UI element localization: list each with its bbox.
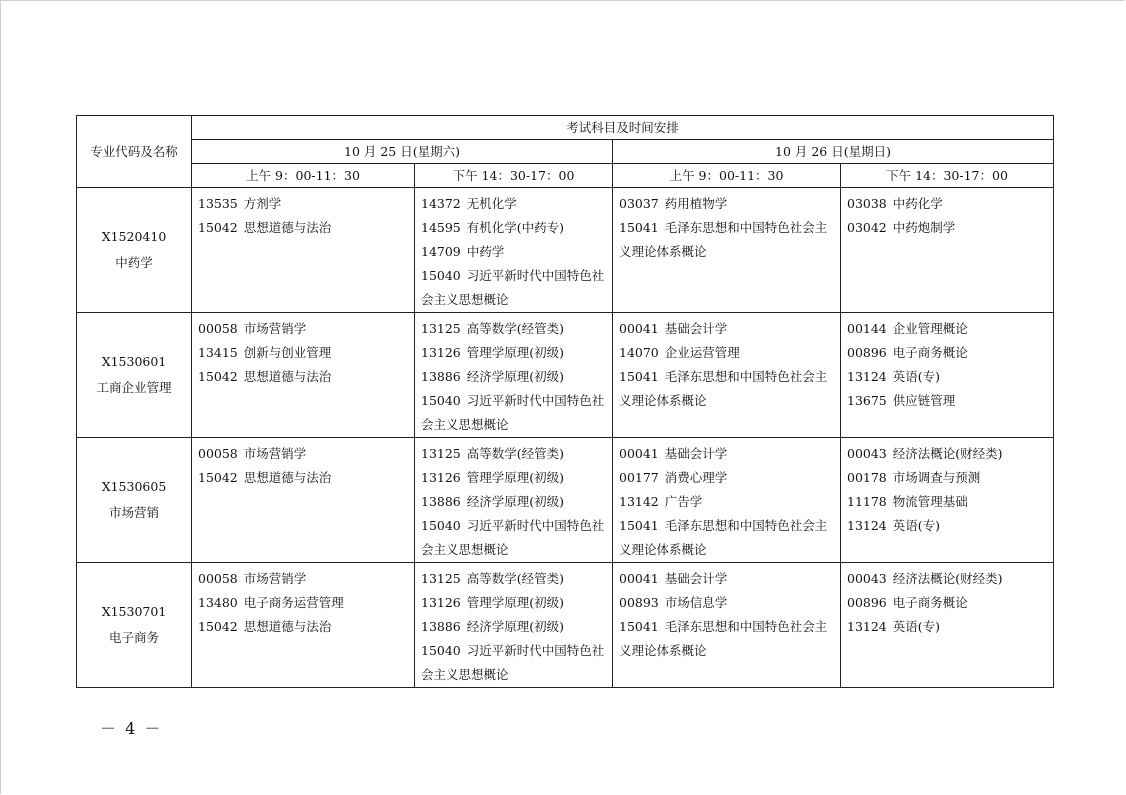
subject-code: 15040: [421, 268, 461, 283]
subject-name: 英语(专): [892, 619, 941, 634]
subject-code: 13886: [421, 494, 461, 509]
subject-code: 00058: [198, 446, 238, 461]
subjects-cell: [841, 438, 1054, 563]
subject-name: 市场调查与预测: [892, 470, 981, 485]
subject-code: 00177: [619, 470, 659, 485]
subject-code: 15041: [619, 518, 659, 533]
subject-item: [421, 192, 608, 216]
subject-name: 思想道德与法治: [243, 369, 332, 384]
subjects-cell: [841, 563, 1054, 688]
subject-item: [421, 216, 608, 240]
subjects-cell: [613, 563, 841, 688]
subjects-cell: [841, 313, 1054, 438]
subject-item: [847, 615, 1049, 639]
subject-name: 毛泽东思想和中国特色社会主义理论体系概论: [619, 220, 828, 259]
subject-code: 15040: [421, 643, 461, 658]
major-code: X1520410: [101, 229, 167, 244]
subject-code: 13126: [421, 470, 461, 485]
header-row-sessions: [77, 164, 1054, 188]
subject-name: 高等数学(经管类): [466, 321, 565, 336]
subject-item: [198, 365, 410, 389]
subject-code: 13125: [421, 321, 461, 336]
subject-code: 14372: [421, 196, 461, 211]
subject-name: 习近平新时代中国特色社会主义思想概论: [421, 393, 605, 432]
major-name: 电子商务: [108, 630, 159, 645]
major-name: 市场营销: [108, 505, 159, 520]
subject-code: 13126: [421, 345, 461, 360]
subject-name: 思想道德与法治: [243, 220, 332, 235]
subject-name: 中药化学: [892, 196, 943, 211]
subject-name: 有机化学(中药专): [466, 220, 565, 235]
subject-code: 00893: [619, 595, 659, 610]
subject-item: [421, 490, 608, 514]
subject-name: 高等数学(经管类): [466, 571, 565, 586]
subject-item: [421, 639, 608, 687]
subject-item: [198, 591, 410, 615]
subject-item: [619, 341, 836, 365]
subject-name: 管理学原理(初级): [466, 345, 565, 360]
subject-name: 无机化学: [466, 196, 517, 211]
subject-name: 毛泽东思想和中国特色社会主义理论体系概论: [619, 619, 828, 658]
subject-item: [619, 365, 836, 413]
subject-name: 经济学原理(初级): [466, 494, 565, 509]
subject-name: 经济学原理(初级): [466, 369, 565, 384]
subject-item: [421, 389, 608, 437]
subject-code: 15042: [198, 470, 238, 485]
subject-name: 中药炮制学: [892, 220, 956, 235]
subject-code: 14595: [421, 220, 461, 235]
subject-code: 00178: [847, 470, 887, 485]
subjects-cell: [415, 438, 613, 563]
subject-item: [619, 615, 836, 663]
subject-name: 电子商务运营管理: [243, 595, 344, 610]
subject-name: 基础会计学: [664, 446, 728, 461]
day-header: 10 月 26 日(星期日): [613, 140, 1054, 164]
subject-code: 13886: [421, 369, 461, 384]
subject-item: [847, 389, 1049, 413]
subject-item: [198, 466, 410, 490]
subject-code: 00058: [198, 321, 238, 336]
subject-name: 毛泽东思想和中国特色社会主义理论体系概论: [619, 518, 828, 557]
subject-name: 电子商务概论: [892, 345, 968, 360]
subject-item: [619, 591, 836, 615]
subjects-cell: [415, 563, 613, 688]
subject-item: [847, 442, 1049, 466]
subject-code: 14709: [421, 244, 461, 259]
subject-item: [198, 442, 410, 466]
subject-name: 高等数学(经管类): [466, 446, 565, 461]
subject-code: 15041: [619, 220, 659, 235]
exam-schedule-table: [76, 115, 1054, 688]
table-row: [77, 563, 1054, 688]
subject-item: [619, 567, 836, 591]
major-code: X1530601: [101, 354, 167, 369]
subjects-cell: [841, 188, 1054, 313]
subject-code: 00043: [847, 446, 887, 461]
subject-code: 13124: [847, 369, 887, 384]
subject-item: [619, 317, 836, 341]
subject-code: 13415: [198, 345, 238, 360]
subject-code: 13675: [847, 393, 887, 408]
subject-code: 00144: [847, 321, 887, 336]
major-cell: [77, 188, 192, 313]
header-row-days: [77, 140, 1054, 164]
subject-item: [847, 514, 1049, 538]
subject-code: 00041: [619, 571, 659, 586]
subject-item: [847, 216, 1049, 240]
subject-name: 管理学原理(初级): [466, 595, 565, 610]
subject-code: 13142: [619, 494, 659, 509]
subject-code: 03038: [847, 196, 887, 211]
subject-code: 15042: [198, 369, 238, 384]
subjects-cell: [613, 438, 841, 563]
subject-code: 00043: [847, 571, 887, 586]
subject-name: 方剂学: [243, 196, 282, 211]
subject-item: [421, 317, 608, 341]
table-row: [77, 188, 1054, 313]
subject-code: 13124: [847, 619, 887, 634]
subject-item: [619, 514, 836, 562]
subject-item: [198, 216, 410, 240]
subject-item: [421, 365, 608, 389]
major-name: 工商企业管理: [96, 380, 172, 395]
subject-name: 习近平新时代中国特色社会主义思想概论: [421, 518, 605, 557]
subject-code: 00041: [619, 446, 659, 461]
subject-name: 电子商务概论: [892, 595, 968, 610]
subject-code: 13886: [421, 619, 461, 634]
subjects-cell: [192, 563, 415, 688]
subject-item: [619, 490, 836, 514]
subject-name: 供应链管理: [892, 393, 956, 408]
subject-item: [198, 192, 410, 216]
subject-name: 英语(专): [892, 369, 941, 384]
subject-code: 13126: [421, 595, 461, 610]
subjects-cell: [415, 313, 613, 438]
subject-name: 习近平新时代中国特色社会主义思想概论: [421, 268, 605, 307]
session-header: 下午 14：30-17：00: [415, 164, 613, 188]
subject-code: 00041: [619, 321, 659, 336]
subject-name: 消费心理学: [664, 470, 728, 485]
subject-code: 13535: [198, 196, 238, 211]
subject-item: [421, 240, 608, 264]
major-cell: [77, 438, 192, 563]
subject-item: [847, 591, 1049, 615]
major-name: 中药学: [115, 255, 153, 270]
subject-code: 13480: [198, 595, 238, 610]
page-number: － 4 －: [100, 719, 163, 738]
major-cell: [77, 313, 192, 438]
subject-item: [421, 341, 608, 365]
subject-item: [421, 567, 608, 591]
subjects-cell: [415, 188, 613, 313]
subject-code: 15040: [421, 393, 461, 408]
subject-code: 03042: [847, 220, 887, 235]
subject-name: 经济法概论(财经类): [892, 571, 1003, 586]
subjects-cell: [613, 188, 841, 313]
subject-code: 13125: [421, 446, 461, 461]
subject-code: 15042: [198, 619, 238, 634]
subject-name: 广告学: [664, 494, 703, 509]
session-header: 上午 9：00-11：30: [613, 164, 841, 188]
subject-name: 创新与创业管理: [243, 345, 332, 360]
subject-name: 管理学原理(初级): [466, 470, 565, 485]
subject-code: 15040: [421, 518, 461, 533]
day-header: 10 月 25 日(星期六): [192, 140, 613, 164]
subject-item: [198, 317, 410, 341]
subject-name: 英语(专): [892, 518, 941, 533]
subjects-cell: [192, 438, 415, 563]
subject-code: 13124: [847, 518, 887, 533]
subject-name: 市场营销学: [243, 571, 307, 586]
subject-item: [619, 192, 836, 216]
subject-code: 15042: [198, 220, 238, 235]
subject-item: [421, 514, 608, 562]
table-row: [77, 313, 1054, 438]
subject-item: [847, 567, 1049, 591]
header-row-title: [77, 116, 1054, 140]
subject-item: [421, 615, 608, 639]
subject-item: [847, 365, 1049, 389]
major-code: X1530605: [101, 479, 167, 494]
subject-item: [421, 466, 608, 490]
schedule-header: 考试科目及时间安排: [192, 116, 1054, 140]
subject-item: [847, 466, 1049, 490]
table-row: [77, 438, 1054, 563]
subject-code: 03037: [619, 196, 659, 211]
table-body: [77, 188, 1054, 688]
subject-code: 15041: [619, 369, 659, 384]
subject-name: 习近平新时代中国特色社会主义思想概论: [421, 643, 605, 682]
subjects-cell: [613, 313, 841, 438]
subject-item: [619, 216, 836, 264]
subject-name: 市场信息学: [664, 595, 728, 610]
subject-code: 14070: [619, 345, 659, 360]
subject-name: 经济法概论(财经类): [892, 446, 1003, 461]
subject-item: [421, 264, 608, 312]
subject-code: 13125: [421, 571, 461, 586]
subject-item: [619, 466, 836, 490]
subjects-cell: [192, 313, 415, 438]
subject-name: 物流管理基础: [892, 494, 968, 509]
subject-name: 基础会计学: [664, 571, 728, 586]
subject-item: [847, 317, 1049, 341]
subject-code: 00058: [198, 571, 238, 586]
subject-item: [847, 341, 1049, 365]
subject-name: 市场营销学: [243, 446, 307, 461]
major-code: X1530701: [101, 604, 167, 619]
subject-item: [619, 442, 836, 466]
session-header: 下午 14：30-17：00: [841, 164, 1054, 188]
subject-name: 思想道德与法治: [243, 470, 332, 485]
subject-item: [847, 490, 1049, 514]
subject-item: [198, 567, 410, 591]
subject-item: [198, 341, 410, 365]
subject-code: 00896: [847, 345, 887, 360]
subject-name: 药用植物学: [664, 196, 728, 211]
subject-code: 11178: [847, 494, 887, 509]
subject-item: [847, 192, 1049, 216]
subject-name: 市场营销学: [243, 321, 307, 336]
subject-name: 思想道德与法治: [243, 619, 332, 634]
subject-name: 中药学: [466, 244, 505, 259]
subject-item: [198, 615, 410, 639]
subjects-cell: [192, 188, 415, 313]
major-cell: [77, 563, 192, 688]
subject-name: 基础会计学: [664, 321, 728, 336]
major-header: 专业代码及名称: [77, 116, 192, 188]
subject-code: 00896: [847, 595, 887, 610]
subject-item: [421, 442, 608, 466]
subject-name: 经济学原理(初级): [466, 619, 565, 634]
subject-item: [421, 591, 608, 615]
session-header: 上午 9：00-11：30: [192, 164, 415, 188]
subject-code: 15041: [619, 619, 659, 634]
subject-name: 企业管理概论: [892, 321, 968, 336]
subject-name: 企业运营管理: [664, 345, 740, 360]
subject-name: 毛泽东思想和中国特色社会主义理论体系概论: [619, 369, 828, 408]
